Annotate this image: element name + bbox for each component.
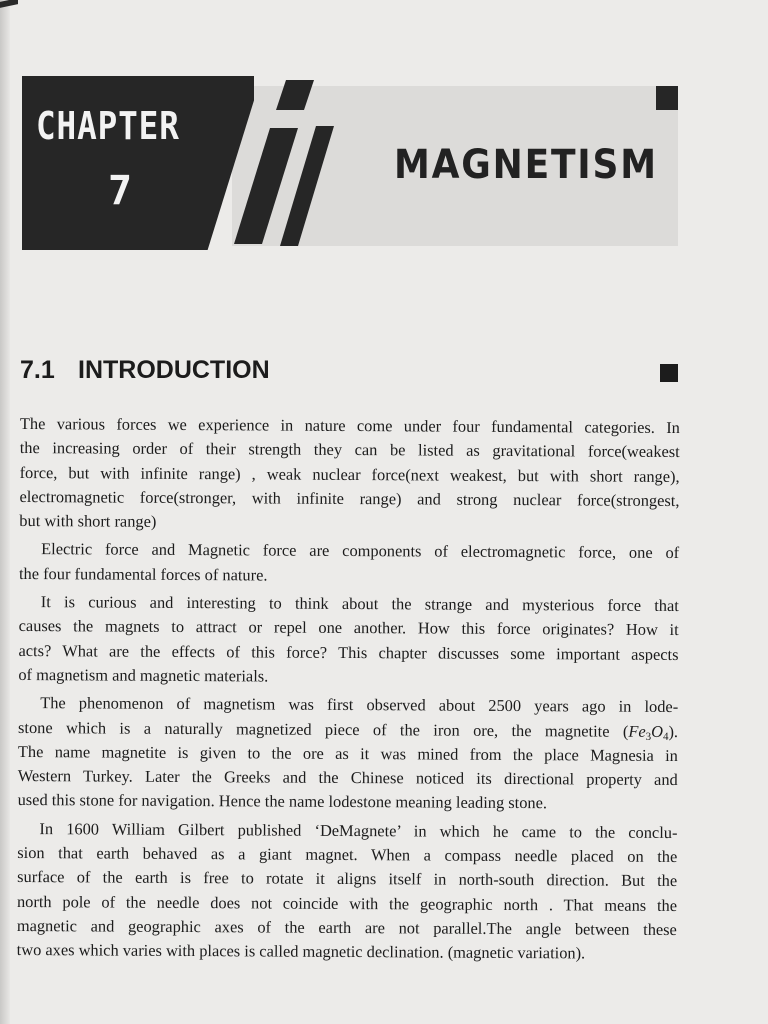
text-line: north pole of the needle does not coincide with the geographic north . That means the [16,891,678,915]
text-line: used this stone for navigation. Hence the name lodestone meaning leading stone. [17,790,548,813]
text-line: The various forces we experience in nature come under four fundamental categories. In [19,413,680,438]
formula-o: O [651,721,664,741]
text-line: electromagnetic force(stronger, with infinite range) and strong nuclear force(strongest, [19,486,680,510]
chapter-label: CHAPTER [36,104,180,148]
paragraph [17,817,678,967]
paragraph [19,537,679,590]
text-line: of magnetism and magnetic materials. [18,664,269,686]
text-line: It is curious and interesting to think about the strange and mysterious force that [40,592,679,616]
formula-fe-subscript: 3 [645,730,652,743]
text-line: Electric force and Magnetic force are components of electromagnetic force, one of [41,539,680,563]
text-line: Western Turkey. Later the Greeks and the Chinese noticed its directional property and [17,766,678,790]
section-title: INTRODUCTION [78,356,270,384]
text-line: In 1600 William Gilbert published ‘DeMagnete’ in which he came to the conclu- [39,818,678,842]
text-line: sion that earth behaved as a giant magnet. When a compass needle placed on the [17,843,678,867]
formula-closing: ). [668,721,679,741]
banner-corner-tab [656,86,678,110]
text-line: magnetic and geographic axes of the earth are not parallel.The angle between these [16,915,677,939]
text-line: but with short range) [19,511,157,532]
text-line: acts? What are the effects of this force? This chapter discusses some important aspects [18,640,679,664]
text-line: causes the magnets to attract or repel one another. How this force originates? How it [18,616,679,640]
formula-o-subscript: 4 [662,730,669,743]
paragraph [18,590,679,691]
page-binding-edge [0,0,10,1024]
text-line: the increasing order of their strength they can be listed as gravitational force(weakest [19,438,680,462]
formula-fe: Fe [628,721,646,741]
chapter-title: MAGNETISM [394,142,658,188]
text-line: the four fundamental forces of nature. [18,563,268,585]
paragraph [19,412,680,538]
body-text [17,412,680,967]
section-number: 7.1 [20,356,55,384]
section-heading [20,356,680,390]
text-line: two axes which varies with places is called magnetic declination. (magnetic variation). [16,940,586,963]
chapter-banner [22,76,678,250]
banner-dark-panel [22,76,254,250]
text-line: The name magnetite is given to the ore as it was mined from the place Magnesia in [17,741,678,765]
text-line: The phenomenon of magnetism was first observed about 2500 years ago in lode- [40,693,679,717]
text-line-part: stone which is a naturally magnetized piece of the iron ore, the magnetite ( [18,717,629,741]
text-line: force, but with infinite range) , weak nuclear force(next weakest, but with short range), [19,462,680,486]
text-line: surface of the earth is free to rotate it aligns itself in north-south direction. But the [17,867,678,891]
banner-stripes [222,76,342,250]
paragraph [18,691,679,817]
section-square-marker [660,364,678,382]
banner-stripe-upper [276,80,314,110]
chapter-number: 7 [108,168,133,214]
